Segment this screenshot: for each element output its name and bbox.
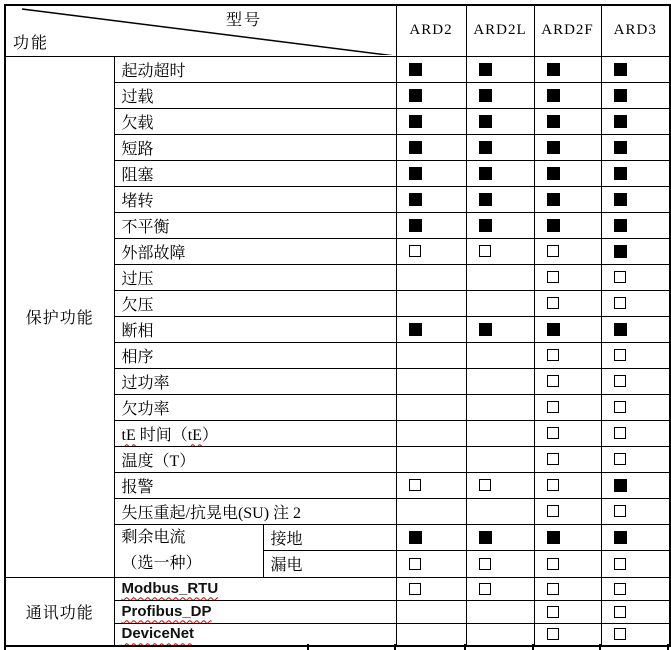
checkbox-filled-icon bbox=[479, 193, 492, 206]
checkbox-filled-icon bbox=[479, 531, 492, 544]
mark-cell bbox=[534, 420, 601, 446]
model-header-ard2: ARD2 bbox=[396, 5, 466, 56]
checkbox-filled-icon bbox=[409, 323, 422, 336]
mark-cell bbox=[396, 498, 466, 524]
mark-cell bbox=[534, 290, 601, 316]
function-name: 过压 bbox=[121, 270, 154, 288]
checkbox-empty-icon bbox=[547, 505, 559, 517]
checkbox-filled-icon bbox=[547, 531, 560, 544]
checkbox-filled-icon bbox=[614, 479, 627, 492]
mark-cell bbox=[534, 498, 601, 524]
mark-cell bbox=[466, 290, 534, 316]
function-name: 不平衡 bbox=[121, 218, 170, 236]
function-name-part: 时间（ bbox=[135, 426, 188, 444]
checkbox-filled-icon bbox=[409, 141, 422, 154]
mark-cell bbox=[466, 394, 534, 420]
mark-cell bbox=[534, 342, 601, 368]
function-name-cell bbox=[114, 342, 396, 368]
mark-cell bbox=[396, 394, 466, 420]
mark-cell bbox=[396, 186, 466, 212]
function-name: 断相 bbox=[121, 322, 154, 340]
checkbox-empty-icon bbox=[614, 375, 626, 387]
function-name-cell bbox=[114, 472, 396, 498]
checkbox-empty-icon bbox=[614, 401, 626, 413]
function-name-cell bbox=[114, 446, 396, 472]
mark-cell bbox=[396, 524, 466, 551]
mark-cell bbox=[396, 82, 466, 108]
checkbox-empty-icon bbox=[547, 401, 559, 413]
checkbox-filled-icon bbox=[479, 89, 492, 102]
mark-cell bbox=[396, 420, 466, 446]
checkbox-empty-icon bbox=[409, 583, 421, 595]
checkbox-empty-icon bbox=[614, 297, 626, 309]
function-name-cell bbox=[114, 420, 396, 446]
mark-cell bbox=[601, 108, 670, 134]
function-name: 外部故障 bbox=[121, 244, 186, 262]
checkbox-empty-icon bbox=[547, 245, 559, 257]
mark-cell bbox=[534, 108, 601, 134]
function-name: 漏电 bbox=[270, 557, 303, 575]
checkbox-empty-icon bbox=[547, 583, 559, 595]
mark-cell bbox=[396, 238, 466, 264]
checkbox-filled-icon bbox=[614, 531, 627, 544]
checkbox-empty-icon bbox=[547, 349, 559, 361]
function-name: 剩余电流 bbox=[121, 528, 186, 546]
mark-cell bbox=[601, 577, 670, 600]
mark-cell bbox=[601, 82, 670, 108]
checkbox-empty-icon bbox=[614, 427, 626, 439]
function-name-cell bbox=[114, 238, 396, 264]
checkbox-filled-icon bbox=[547, 141, 560, 154]
mark-cell bbox=[466, 623, 534, 646]
mark-cell bbox=[534, 134, 601, 160]
function-name-cell bbox=[114, 134, 396, 160]
function-name-cell bbox=[114, 524, 263, 577]
table-body bbox=[5, 56, 670, 646]
mark-cell bbox=[396, 56, 466, 82]
mark-cell bbox=[601, 551, 670, 578]
checkbox-filled-icon bbox=[479, 167, 492, 180]
header-row bbox=[5, 5, 670, 56]
checkbox-filled-icon bbox=[614, 167, 627, 180]
mark-cell bbox=[466, 577, 534, 600]
checkbox-filled-icon bbox=[614, 193, 627, 206]
checkbox-filled-icon bbox=[547, 219, 560, 232]
mark-cell bbox=[534, 368, 601, 394]
mark-cell bbox=[601, 524, 670, 551]
checkbox-filled-icon bbox=[479, 115, 492, 128]
table-row bbox=[5, 577, 670, 600]
table-continuation-stub bbox=[667, 644, 669, 650]
function-name-cell bbox=[114, 577, 396, 600]
function-name: 欠压 bbox=[121, 296, 154, 314]
mark-cell bbox=[534, 600, 601, 623]
mark-cell bbox=[396, 316, 466, 342]
sub-function-name-cell bbox=[263, 551, 396, 578]
function-name-cell bbox=[114, 160, 396, 186]
checkbox-filled-icon bbox=[547, 63, 560, 76]
checkbox-filled-icon bbox=[614, 115, 627, 128]
mark-cell bbox=[601, 316, 670, 342]
group-label-cell bbox=[5, 577, 114, 646]
mark-cell bbox=[601, 472, 670, 498]
mark-cell bbox=[396, 446, 466, 472]
function-name: 相序 bbox=[121, 348, 154, 366]
function-name-part: tE bbox=[121, 426, 136, 444]
checkbox-filled-icon bbox=[547, 89, 560, 102]
function-name: 欠载 bbox=[121, 114, 154, 132]
checkbox-empty-icon bbox=[547, 297, 559, 309]
function-name-cell bbox=[114, 600, 396, 623]
mark-cell bbox=[466, 524, 534, 551]
function-name-cell bbox=[114, 368, 396, 394]
mark-cell bbox=[466, 56, 534, 82]
function-name-cell bbox=[114, 394, 396, 420]
mark-cell bbox=[396, 108, 466, 134]
mark-cell bbox=[466, 238, 534, 264]
function-name: （选一种） bbox=[121, 554, 202, 572]
mark-cell bbox=[466, 446, 534, 472]
function-name-cell bbox=[114, 316, 396, 342]
diagonal-line bbox=[6, 6, 395, 55]
group-label: 通讯功能 bbox=[25, 604, 94, 622]
checkbox-empty-icon bbox=[547, 271, 559, 283]
checkbox-empty-icon bbox=[614, 583, 626, 595]
function-name: 欠功率 bbox=[121, 400, 170, 418]
checkbox-empty-icon bbox=[614, 558, 626, 570]
checkbox-empty-icon bbox=[479, 583, 491, 595]
checkbox-filled-icon bbox=[409, 167, 422, 180]
feature-comparison-table bbox=[4, 4, 671, 647]
function-name-cell bbox=[114, 290, 396, 316]
mark-cell bbox=[396, 342, 466, 368]
mark-cell bbox=[534, 623, 601, 646]
checkbox-filled-icon bbox=[614, 89, 627, 102]
diagonal-header-cell bbox=[5, 5, 396, 56]
table-continuation-stub bbox=[394, 644, 396, 650]
checkbox-empty-icon bbox=[614, 628, 626, 640]
mark-cell bbox=[534, 160, 601, 186]
function-name: DeviceNet bbox=[121, 625, 195, 643]
model-header-ard2f: ARD2F bbox=[534, 5, 601, 56]
mark-cell bbox=[466, 600, 534, 623]
sub-function-name-cell bbox=[263, 524, 396, 551]
function-name-cell bbox=[114, 623, 396, 646]
checkbox-empty-icon bbox=[547, 427, 559, 439]
mark-cell bbox=[601, 290, 670, 316]
checkbox-empty-icon bbox=[547, 558, 559, 570]
checkbox-empty-icon bbox=[479, 245, 491, 257]
checkbox-filled-icon bbox=[614, 219, 627, 232]
function-name-part: tE bbox=[187, 426, 202, 444]
mark-cell bbox=[534, 446, 601, 472]
checkbox-empty-icon bbox=[547, 375, 559, 387]
checkbox-filled-icon bbox=[614, 63, 627, 76]
checkbox-empty-icon bbox=[479, 479, 491, 491]
mark-cell bbox=[601, 368, 670, 394]
checkbox-empty-icon bbox=[547, 479, 559, 491]
table-row bbox=[5, 56, 670, 82]
mark-cell bbox=[601, 160, 670, 186]
table-continuation-stub bbox=[532, 644, 534, 650]
function-name-cell bbox=[114, 82, 396, 108]
checkbox-filled-icon bbox=[547, 193, 560, 206]
checkbox-filled-icon bbox=[409, 219, 422, 232]
mark-cell bbox=[534, 472, 601, 498]
mark-cell bbox=[534, 577, 601, 600]
table-continuation-stub bbox=[464, 644, 466, 650]
checkbox-filled-icon bbox=[409, 89, 422, 102]
function-name: 过载 bbox=[121, 88, 154, 106]
checkbox-filled-icon bbox=[614, 141, 627, 154]
mark-cell bbox=[396, 290, 466, 316]
mark-cell bbox=[466, 316, 534, 342]
mark-cell bbox=[396, 134, 466, 160]
mark-cell bbox=[466, 160, 534, 186]
mark-cell bbox=[396, 623, 466, 646]
mark-cell bbox=[396, 551, 466, 578]
checkbox-filled-icon bbox=[409, 63, 422, 76]
checkbox-empty-icon bbox=[614, 349, 626, 361]
function-name: 短路 bbox=[121, 140, 154, 158]
mark-cell bbox=[534, 394, 601, 420]
checkbox-filled-icon bbox=[409, 115, 422, 128]
function-name-cell bbox=[114, 186, 396, 212]
table-continuation-stub bbox=[4, 644, 6, 650]
function-name-part: ） bbox=[201, 426, 218, 444]
checkbox-filled-icon bbox=[479, 141, 492, 154]
checkbox-filled-icon bbox=[547, 115, 560, 128]
function-name: 接地 bbox=[270, 530, 303, 548]
mark-cell bbox=[534, 56, 601, 82]
function-name-cell bbox=[114, 264, 396, 290]
mark-cell bbox=[601, 264, 670, 290]
mark-cell bbox=[396, 577, 466, 600]
mark-cell bbox=[466, 134, 534, 160]
checkbox-empty-icon bbox=[409, 558, 421, 570]
checkbox-filled-icon bbox=[614, 323, 627, 336]
function-name: 报警 bbox=[121, 478, 154, 496]
checkbox-filled-icon bbox=[409, 193, 422, 206]
mark-cell bbox=[601, 623, 670, 646]
mark-cell bbox=[534, 316, 601, 342]
mark-cell bbox=[396, 472, 466, 498]
function-name: 温度（T） bbox=[121, 452, 196, 470]
function-name: 起动超时 bbox=[121, 62, 186, 80]
mark-cell bbox=[466, 420, 534, 446]
group-label: 保护功能 bbox=[25, 310, 94, 327]
mark-cell bbox=[466, 186, 534, 212]
mark-cell bbox=[466, 108, 534, 134]
function-name: Modbus_RTU bbox=[121, 579, 219, 597]
function-name: 阻塞 bbox=[121, 166, 154, 184]
checkbox-filled-icon bbox=[547, 167, 560, 180]
mark-cell bbox=[534, 264, 601, 290]
mark-cell bbox=[396, 368, 466, 394]
mark-cell bbox=[534, 524, 601, 551]
mark-cell bbox=[396, 600, 466, 623]
function-name: 过功率 bbox=[121, 374, 170, 392]
mark-cell bbox=[601, 56, 670, 82]
mark-cell bbox=[466, 368, 534, 394]
mark-cell bbox=[466, 551, 534, 578]
checkbox-empty-icon bbox=[614, 606, 626, 618]
mark-cell bbox=[534, 212, 601, 238]
function-axis-label: 功能 bbox=[13, 34, 50, 52]
function-name: 失压重起/抗晃电(SU) 注 2 bbox=[121, 504, 302, 522]
checkbox-empty-icon bbox=[547, 628, 559, 640]
checkbox-filled-icon bbox=[409, 531, 422, 544]
mark-cell bbox=[534, 551, 601, 578]
function-name-cell bbox=[114, 56, 396, 82]
mark-cell bbox=[466, 498, 534, 524]
checkbox-empty-icon bbox=[409, 245, 421, 257]
function-name: Profibus_DP bbox=[121, 602, 212, 620]
checkbox-empty-icon bbox=[614, 271, 626, 283]
checkbox-empty-icon bbox=[409, 479, 421, 491]
table-continuation-stub bbox=[599, 644, 601, 650]
table-continuation-stub bbox=[307, 644, 309, 650]
mark-cell bbox=[466, 472, 534, 498]
model-axis-label: 型号 bbox=[226, 12, 263, 29]
checkbox-filled-icon bbox=[614, 245, 627, 258]
mark-cell bbox=[601, 394, 670, 420]
checkbox-filled-icon bbox=[479, 63, 492, 76]
mark-cell bbox=[601, 186, 670, 212]
checkbox-empty-icon bbox=[479, 558, 491, 570]
mark-cell bbox=[601, 446, 670, 472]
mark-cell bbox=[534, 186, 601, 212]
mark-cell bbox=[601, 342, 670, 368]
mark-cell bbox=[396, 160, 466, 186]
mark-cell bbox=[466, 82, 534, 108]
checkbox-empty-icon bbox=[547, 606, 559, 618]
checkbox-filled-icon bbox=[547, 323, 560, 336]
mark-cell bbox=[466, 212, 534, 238]
function-name-cell bbox=[114, 498, 396, 524]
mark-cell bbox=[396, 212, 466, 238]
mark-cell bbox=[466, 342, 534, 368]
checkbox-filled-icon bbox=[479, 323, 492, 336]
mark-cell bbox=[601, 238, 670, 264]
checkbox-empty-icon bbox=[547, 453, 559, 465]
function-name-cell bbox=[114, 108, 396, 134]
mark-cell bbox=[601, 134, 670, 160]
checkbox-empty-icon bbox=[614, 505, 626, 517]
mark-cell bbox=[601, 498, 670, 524]
model-header-ard2l: ARD2L bbox=[466, 5, 534, 56]
mark-cell bbox=[396, 264, 466, 290]
checkbox-empty-icon bbox=[614, 453, 626, 465]
mark-cell bbox=[534, 82, 601, 108]
model-header-ard3: ARD3 bbox=[601, 5, 670, 56]
mark-cell bbox=[601, 212, 670, 238]
checkbox-filled-icon bbox=[479, 219, 492, 232]
function-name-cell bbox=[114, 212, 396, 238]
mark-cell bbox=[466, 264, 534, 290]
mark-cell bbox=[601, 600, 670, 623]
function-name: 堵转 bbox=[121, 192, 154, 210]
mark-cell bbox=[534, 238, 601, 264]
group-label-cell bbox=[5, 56, 114, 577]
mark-cell bbox=[601, 420, 670, 446]
